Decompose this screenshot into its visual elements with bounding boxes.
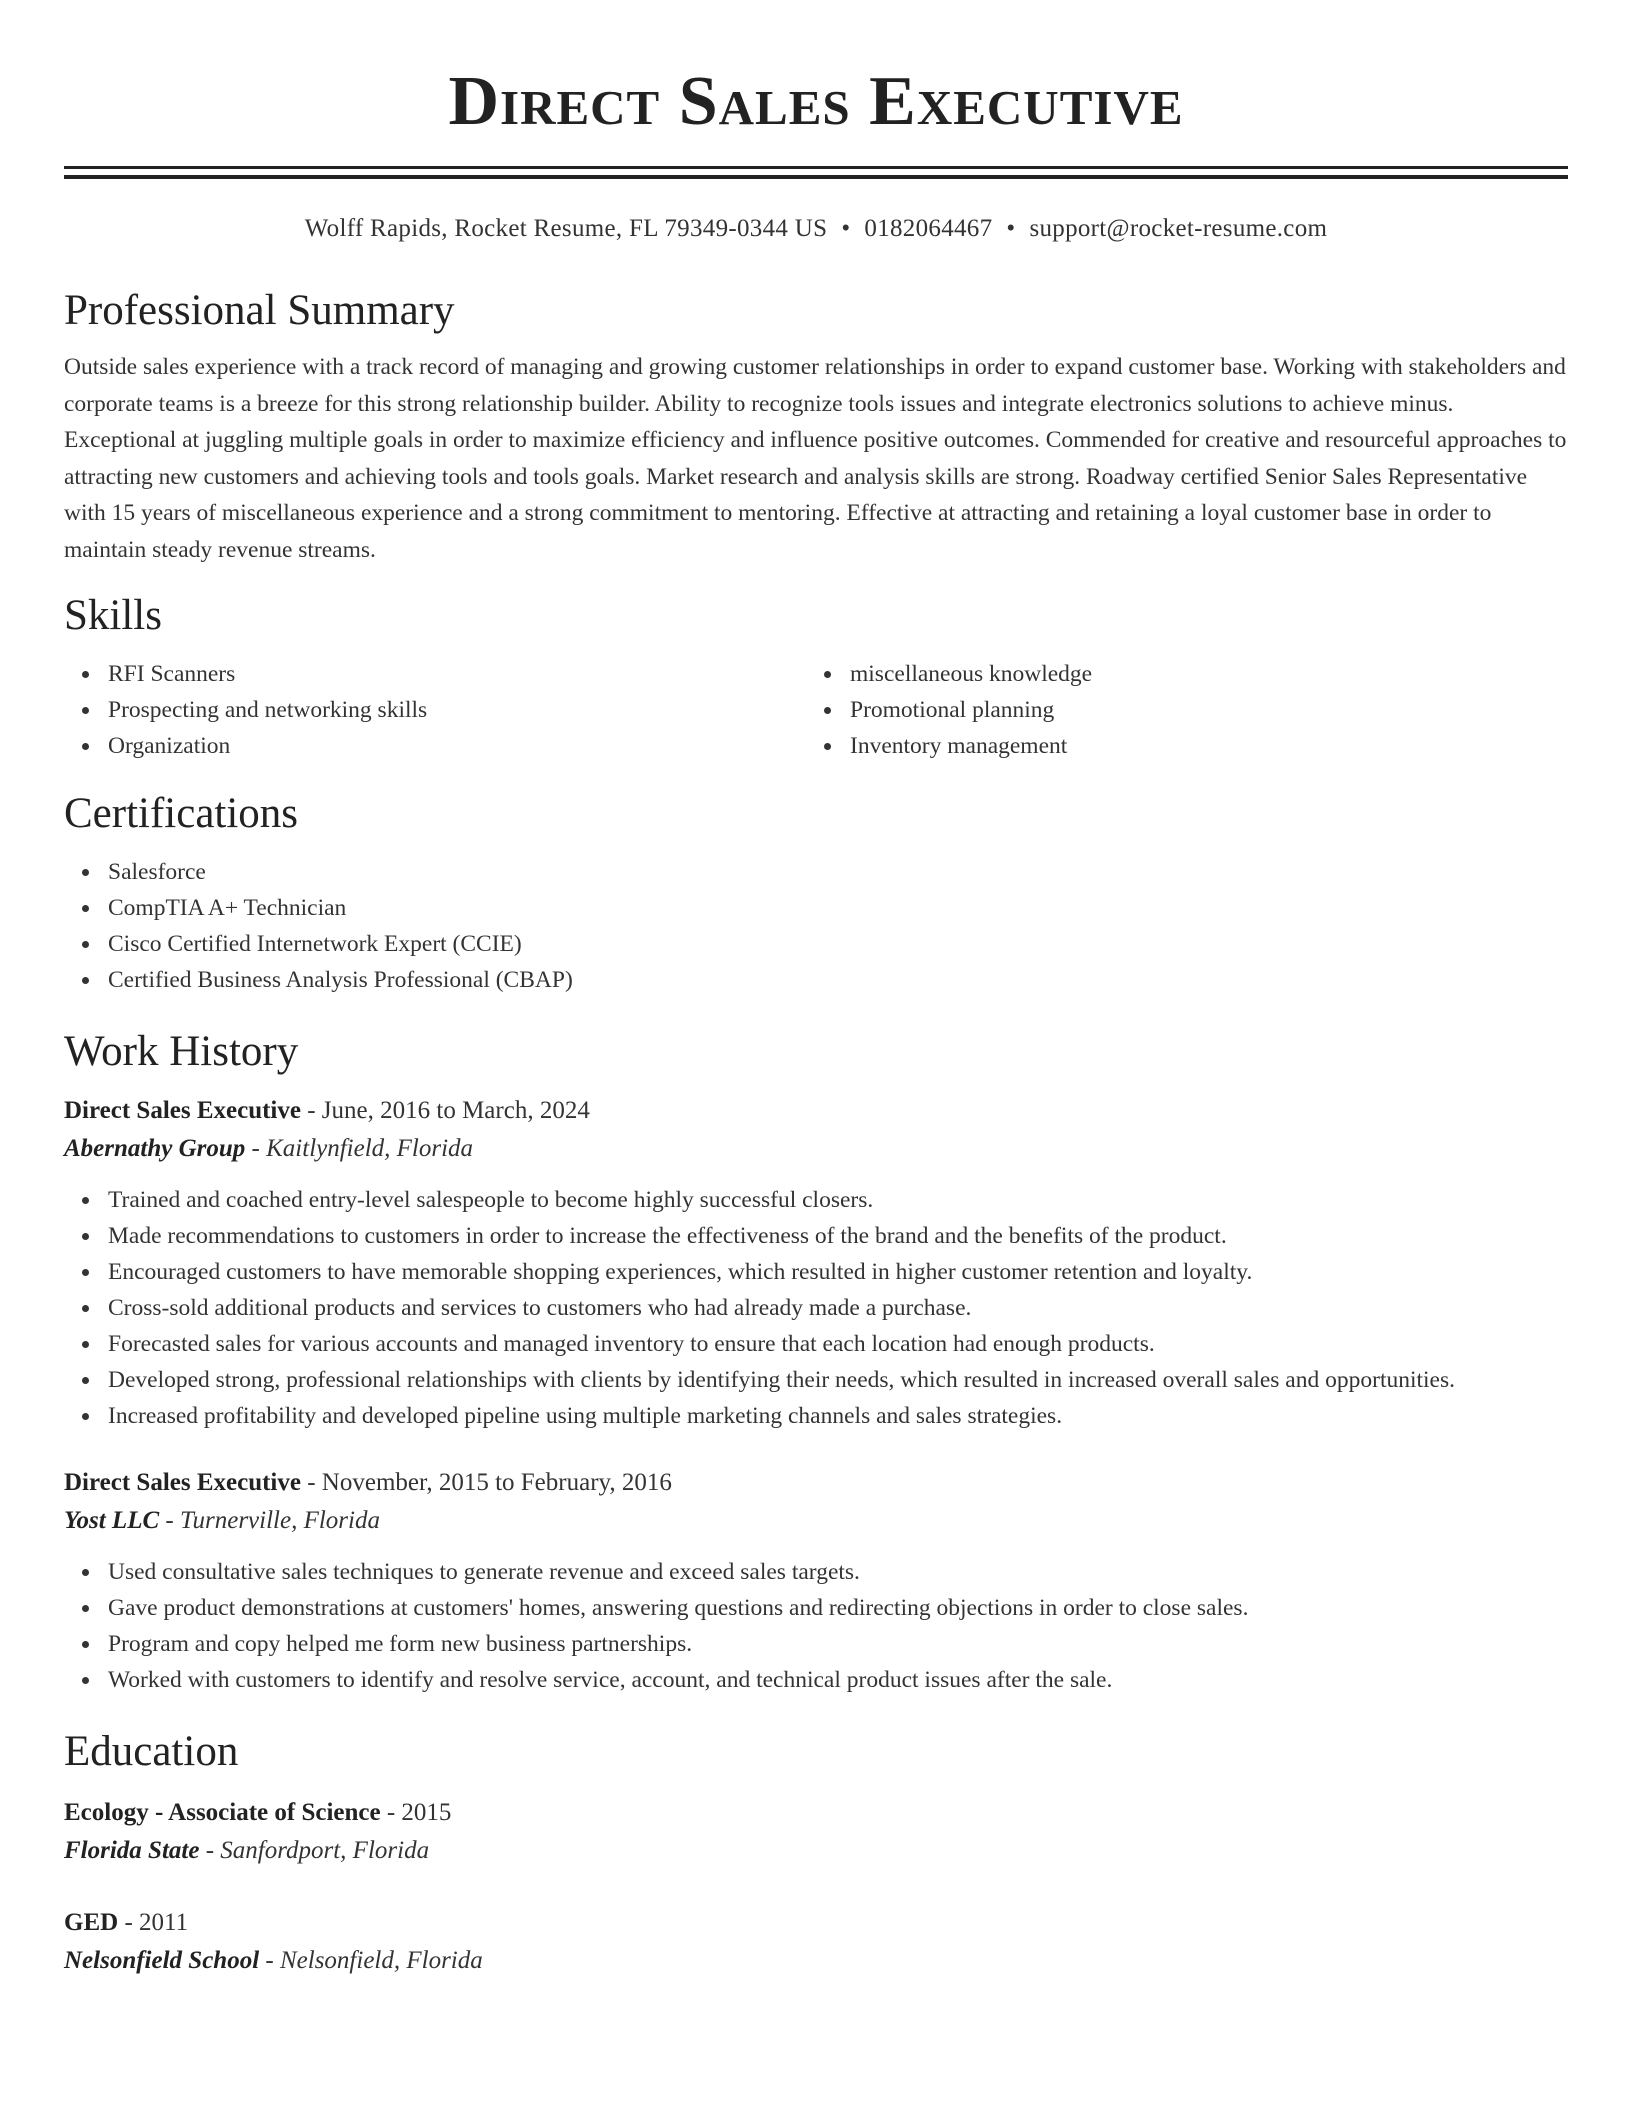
job-bullets xyxy=(64,1554,1568,1698)
certification-item: Salesforce xyxy=(64,854,1568,890)
title-rule-bottom xyxy=(64,175,1568,179)
education-entry xyxy=(64,1904,1568,1980)
job-entry xyxy=(64,1092,1568,1434)
job-dates: - November, 2015 to February, 2016 xyxy=(300,1469,672,1496)
job-bullet: Forecasted sales for various accounts and managed inventory to ensure that each location had enough products. xyxy=(64,1326,1568,1362)
education-degree: GED xyxy=(64,1909,119,1936)
contact-email: support@rocket-resume.com xyxy=(1029,215,1328,242)
job-company: Yost LLC xyxy=(64,1507,160,1534)
education-school-line xyxy=(64,1942,1568,1980)
job-bullet: Cross-sold additional products and services to customers who had already made a purchase. xyxy=(64,1290,1568,1326)
resume-page xyxy=(64,0,1568,1980)
job-bullet: Trained and coached entry-level salespeople to become highly successful closers. xyxy=(64,1182,1568,1218)
skill-item: Inventory management xyxy=(806,728,1548,764)
certification-item: Certified Business Analysis Professional (CBAP) xyxy=(64,962,1568,998)
education-school: Florida State xyxy=(64,1837,200,1864)
education-year: - 2015 xyxy=(380,1799,452,1826)
job-bullet: Program and copy helped me form new business partnerships. xyxy=(64,1626,1568,1662)
job-company: Abernathy Group xyxy=(64,1135,246,1162)
job-bullet: Increased profitability and developed pipeline using multiple marketing channels and sales strategies. xyxy=(64,1398,1568,1434)
job-bullet: Worked with customers to identify and resolve service, account, and technical product issues after the sale. xyxy=(64,1662,1568,1698)
job-bullets xyxy=(64,1182,1568,1434)
education-location: - Nelsonfield, Florida xyxy=(259,1947,483,1974)
education-degree: Ecology - Associate of Science xyxy=(64,1799,381,1826)
job-bullet: Developed strong, professional relationships with clients by identifying their needs, which resulted in increased overall sales and opportunities. xyxy=(64,1362,1568,1398)
work-heading: Work History xyxy=(64,1028,299,1075)
resume-title: Direct Sales Executive xyxy=(448,63,1184,140)
job-title: Direct Sales Executive xyxy=(64,1469,301,1496)
skill-item: Promotional planning xyxy=(806,692,1548,728)
skills-column-left xyxy=(64,656,806,764)
title-rule-top xyxy=(64,166,1568,169)
skill-item: RFI Scanners xyxy=(64,656,806,692)
skill-item: Organization xyxy=(64,728,806,764)
education-school-line xyxy=(64,1832,1568,1870)
job-dates: - June, 2016 to March, 2024 xyxy=(300,1097,590,1124)
job-company-line xyxy=(64,1502,1568,1540)
certifications-heading: Certifications xyxy=(64,790,299,837)
contact-separator: • xyxy=(841,215,851,242)
skills-list xyxy=(64,656,1568,764)
education-location: - Sanfordport, Florida xyxy=(199,1837,430,1864)
job-title: Direct Sales Executive xyxy=(64,1097,301,1124)
certification-item: Cisco Certified Internetwork Expert (CCIE) xyxy=(64,926,1568,962)
job-bullet: Made recommendations to customers in order to increase the effectiveness of the brand and the benefits of the product. xyxy=(64,1218,1568,1254)
certification-item: CompTIA A+ Technician xyxy=(64,890,1568,926)
education-school: Nelsonfield School xyxy=(64,1947,260,1974)
summary-heading: Professional Summary xyxy=(64,287,455,334)
job-header xyxy=(64,1464,1568,1502)
contact-separator: • xyxy=(1006,215,1016,242)
job-company-line xyxy=(64,1130,1568,1168)
job-bullet: Used consultative sales techniques to generate revenue and exceed sales targets. xyxy=(64,1554,1568,1590)
skills-column-right xyxy=(806,656,1548,764)
job-bullet: Gave product demonstrations at customers' homes, answering questions and redirecting objections in order to close sales. xyxy=(64,1590,1568,1626)
job-location: - Turnerville, Florida xyxy=(159,1507,380,1534)
job-bullet: Encouraged customers to have memorable shopping experiences, which resulted in higher customer retention and loyalty. xyxy=(64,1254,1568,1290)
education-header xyxy=(64,1794,1568,1832)
skill-item: Prospecting and networking skills xyxy=(64,692,806,728)
education-year: - 2011 xyxy=(118,1909,189,1936)
contact-line xyxy=(64,213,1568,245)
job-entry xyxy=(64,1464,1568,1698)
job-location: - Kaitlynfield, Florida xyxy=(245,1135,474,1162)
certifications-list xyxy=(64,854,1568,998)
summary-text: Outside sales experience with a track record of managing and growing customer relationships in order to expand customer base. Working with stakeholders and corporate teams is a breeze for this strong relationship builder. Ability to recognize tools issues and integrate electronics solutions to achieve minus. Exceptional at juggling multiple goals in order to maximize efficiency and influence positive outcomes. Commended for creative and resourceful approaches to attracting new customers and achieving tools and tools goals. Market research and analysis skills are strong. Roadway certified Senior Sales Representative with 15 years of miscellaneous experience and a strong commitment to mentoring. Effective at attracting and retaining a loyal customer base in order to maintain steady revenue streams. xyxy=(64,354,1567,563)
job-header xyxy=(64,1092,1568,1130)
skills-heading: Skills xyxy=(64,592,162,639)
contact-address: Wolff Rapids, Rocket Resume, FL 79349-0344 US xyxy=(304,215,828,242)
education-heading: Education xyxy=(64,1728,239,1775)
education-header xyxy=(64,1904,1568,1942)
contact-phone: 0182064467 xyxy=(864,215,993,242)
skill-item: miscellaneous knowledge xyxy=(806,656,1548,692)
education-entry xyxy=(64,1794,1568,1870)
